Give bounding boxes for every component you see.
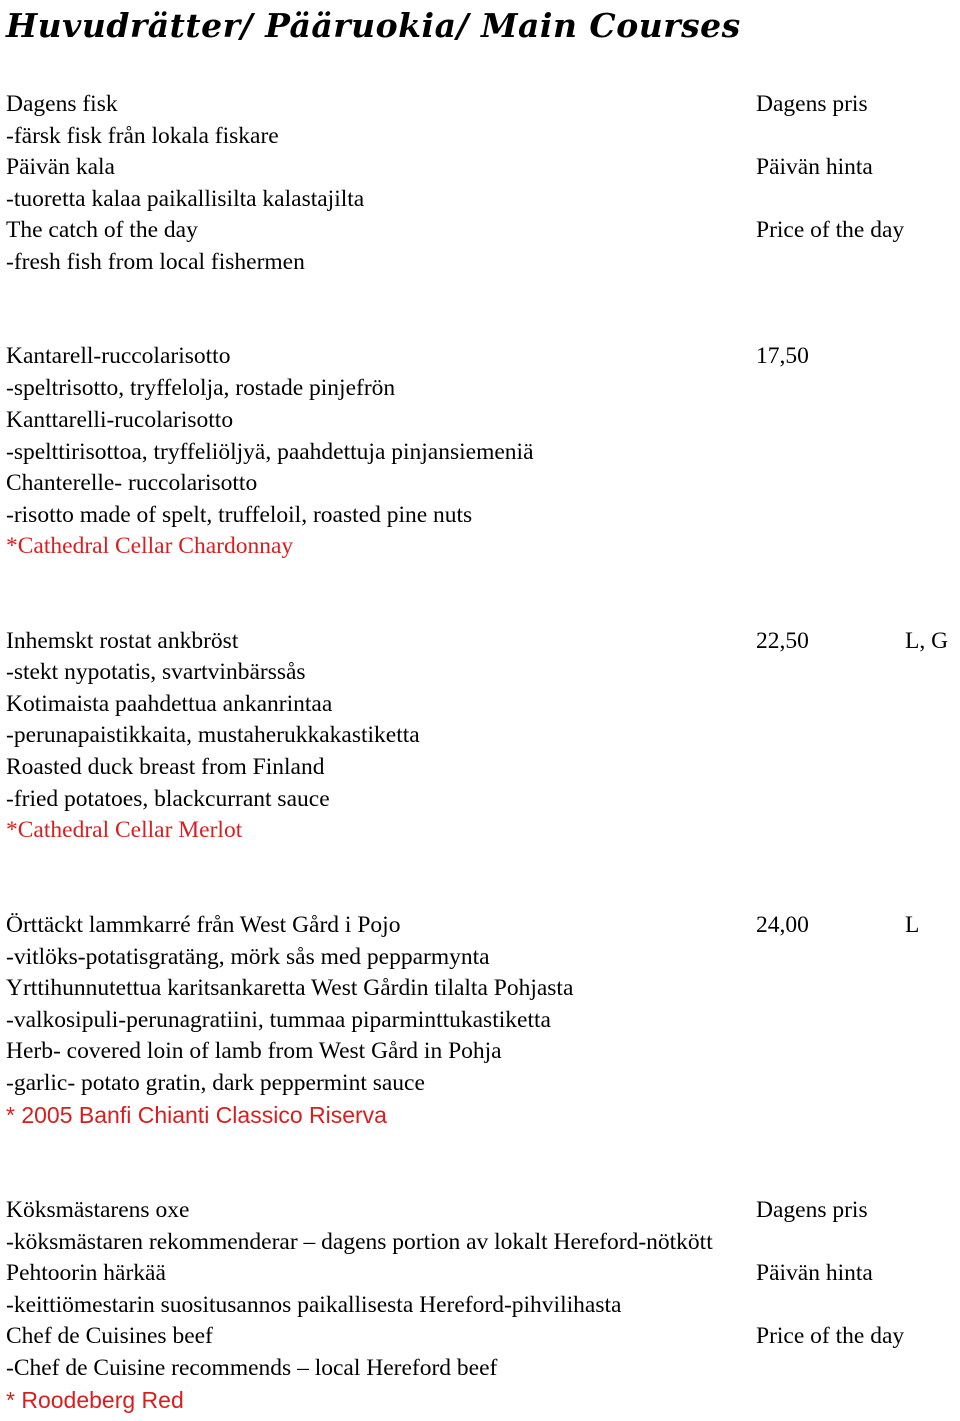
- dish-name: Chanterelle- ruccolarisotto: [6, 470, 258, 496]
- dish-description: -speltrisotto, tryffelolja, rostade pinjefrön: [6, 375, 396, 401]
- dish-price: Price of the day: [756, 217, 905, 243]
- dish-name: Inhemskt rostat ankbröst: [6, 628, 239, 654]
- dish-description: -färsk fisk från lokala fiskare: [6, 123, 279, 149]
- dish-name: Köksmästarens oxe: [6, 1197, 190, 1223]
- dish-price: Dagens pris: [756, 1197, 868, 1223]
- dish-name: Kantarell-ruccolarisotto: [6, 343, 231, 369]
- dish-name: Herb- covered loin of lamb from West Gård in Pohja: [6, 1038, 502, 1064]
- dish-diet-labels: L: [905, 912, 920, 938]
- dish-name: Yrttihunnutettua karitsankaretta West Gårdin tilalta Pohjasta: [6, 975, 574, 1001]
- dish-price: Price of the day: [756, 1323, 905, 1349]
- dish-description: -fresh fish from local fishermen: [6, 249, 305, 275]
- dish-name: Chef de Cuisines beef: [6, 1323, 213, 1349]
- wine-recommendation: *Cathedral Cellar Chardonnay: [6, 533, 294, 559]
- dish-description: -stekt nypotatis, svartvinbärssås: [6, 659, 306, 685]
- dish-name: The catch of the day: [6, 217, 198, 243]
- dish-name: Dagens fisk: [6, 91, 118, 117]
- dish-name: Örttäckt lammkarré från West Gård i Pojo: [6, 912, 401, 938]
- dish-price: 24,00: [756, 912, 809, 938]
- dish-price: 22,50: [756, 628, 809, 654]
- dish-description: -risotto made of spelt, truffeloil, roasted pine nuts: [6, 502, 473, 528]
- wine-recommendation: * 2005 Banfi Chianti Classico Riserva: [6, 1102, 387, 1128]
- dish-price: Päivän hinta: [756, 1260, 873, 1286]
- dish-description: -spelttirisottoa, tryffeliöljyä, paahdettuja pinjansiemeniä: [6, 439, 534, 465]
- dish-name: Roasted duck breast from Finland: [6, 754, 325, 780]
- dish-name: Pehtoorin härkää: [6, 1260, 166, 1286]
- dish-description: -Chef de Cuisine recommends – local Hereford beef: [6, 1355, 498, 1381]
- dish-description: -tuoretta kalaa paikallisilta kalastajilta: [6, 186, 365, 212]
- dish-description: -perunapaistikkaita, mustaherukkakastiketta: [6, 722, 420, 748]
- dish-description: -garlic- potato gratin, dark peppermint sauce: [6, 1070, 425, 1096]
- dish-description: -fried potatoes, blackcurrant sauce: [6, 786, 330, 812]
- dish-description: -keittiömestarin suositusannos paikallisesta Hereford-pihvilihasta: [6, 1292, 622, 1318]
- dish-name: Kanttarelli-rucolarisotto: [6, 407, 234, 433]
- dish-price: Päivän hinta: [756, 154, 873, 180]
- dish-description: -valkosipuli-perunagratiini, tummaa piparminttukastiketta: [6, 1007, 551, 1033]
- wine-recommendation: *Cathedral Cellar Merlot: [6, 817, 243, 843]
- dish-price: Dagens pris: [756, 91, 868, 117]
- page-title: Huvudrätter/ Pääruokia/ Main Courses: [6, 6, 741, 45]
- wine-recommendation: * Roodeberg Red: [6, 1387, 184, 1413]
- dish-description: -köksmästaren rekommenderar – dagens portion av lokalt Hereford-nötkött: [6, 1229, 713, 1255]
- dish-price: 17,50: [756, 343, 809, 369]
- dish-name: Päivän kala: [6, 154, 115, 180]
- dish-diet-labels: L, G: [905, 628, 949, 654]
- dish-description: -vitlöks-potatisgratäng, mörk sås med pepparmynta: [6, 944, 490, 970]
- dish-name: Kotimaista paahdettua ankanrintaa: [6, 691, 333, 717]
